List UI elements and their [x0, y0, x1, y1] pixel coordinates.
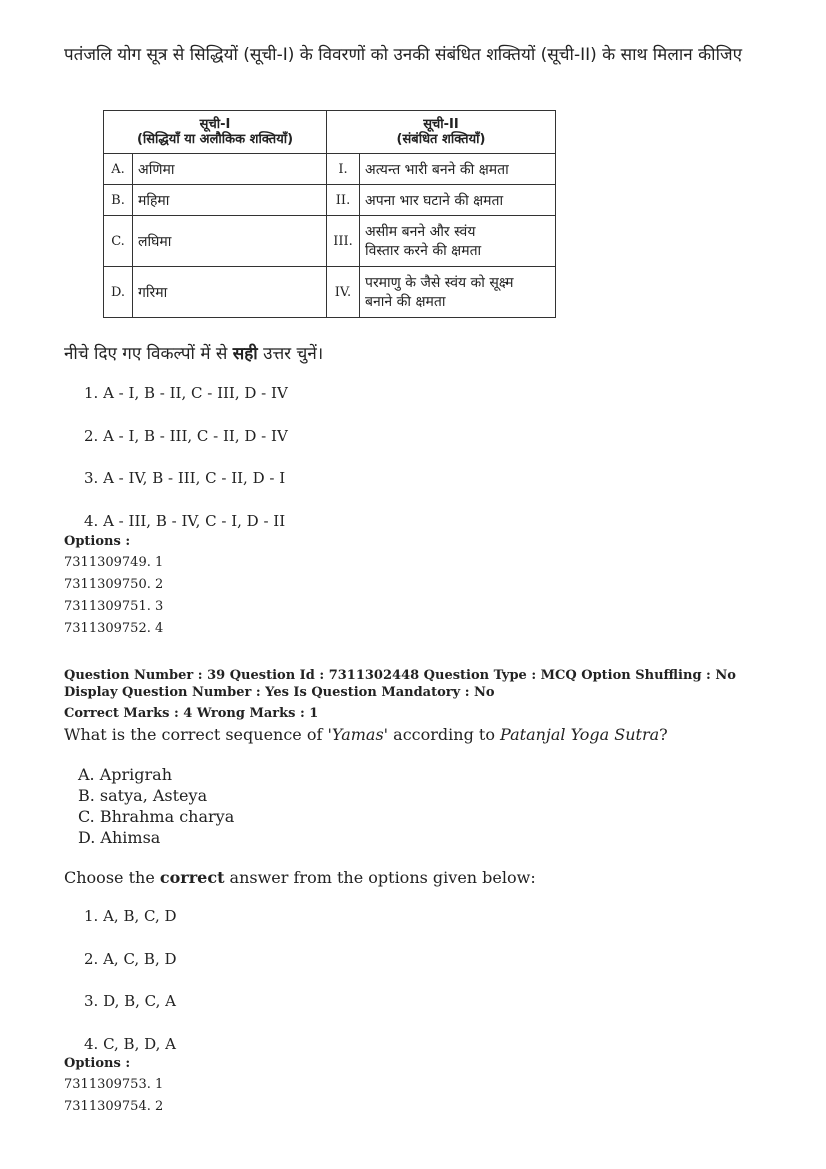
option-id: 7311309753. 1	[64, 1077, 164, 1092]
option-id: 7311309752. 4	[64, 621, 164, 636]
list-2-item-line: अत्यन्त भारी बनने की क्षमता	[365, 161, 509, 178]
choice-2[interactable]: 2. A - I, B - III, C - II, D - IV	[84, 427, 288, 445]
row-key: A.	[104, 154, 133, 185]
list-1-item: लघिमा	[133, 216, 327, 267]
option-id: 7311309754. 2	[64, 1099, 164, 1114]
prompt-text: What is the correct sequence of	[64, 725, 328, 744]
choice-2[interactable]: 2. A, C, B, D	[84, 950, 177, 968]
list-2-item-line: अपना भार घटाने की क्षमता	[365, 192, 504, 209]
table-row	[104, 185, 556, 216]
choice-1[interactable]: 1. A - I, B - II, C - III, D - IV	[84, 384, 288, 402]
list-2-item	[360, 185, 556, 216]
list-2-header	[327, 111, 556, 154]
table-row	[104, 154, 556, 185]
row-key: C.	[104, 216, 133, 267]
row-num: II.	[327, 185, 360, 216]
row-key: D.	[104, 267, 133, 318]
prompt-italic: 'Yamas'	[327, 725, 389, 744]
instruction-text: Choose the	[64, 868, 160, 887]
answer-instruction	[64, 868, 536, 887]
list-item: C. Bhrahma charya	[78, 807, 235, 826]
list-1-subtitle: (सिद्धियाँ या अलौकिक शक्तियाँ)	[136, 132, 294, 147]
answer-instruction	[64, 341, 323, 364]
list-1-item: अणिमा	[133, 154, 327, 185]
question-meta: Question Number : 39 Question Id : 7311302448 Question Type : MCQ Option Shuffling : No Display Question Number : Yes Is Question Mandatory : No	[64, 668, 736, 700]
list-2-item-line: असीम बनने और स्वंय	[365, 224, 476, 240]
list-1-item: गरिमा	[133, 267, 327, 318]
question-39-prompt	[64, 725, 668, 744]
instruction-text: उत्तर चुनें।	[257, 344, 324, 364]
options-label: Options :	[64, 1056, 131, 1071]
list-2-item-line: बनाने की क्षमता	[365, 294, 446, 310]
list-item: A. Aprigrah	[78, 765, 173, 784]
table-header-row	[104, 111, 556, 154]
list-1-item: महिमा	[133, 185, 327, 216]
list-item: D. Ahimsa	[78, 828, 161, 847]
row-num: III.	[327, 216, 360, 267]
question-38-prompt: पतंजलि योग सूत्र से सिद्धियों (सूची-I) के विवरणों को उनकी संबंधित शक्तियों (सूची-II) के साथ मिलान कीजिए	[64, 45, 742, 65]
choice-3[interactable]: 3. A - IV, B - III, C - II, D - I	[84, 469, 286, 487]
instruction-text: नीचे दिए गए विकल्पों में से	[64, 344, 233, 364]
list-2-item-line: विस्तार करने की क्षमता	[365, 243, 482, 259]
table-row	[104, 216, 556, 267]
list-item: B. satya, Asteya	[78, 786, 208, 805]
list-2-item	[360, 267, 556, 318]
options-label: Options :	[64, 534, 131, 549]
list-2-item-line: परमाणु के जैसे स्वंय को सूक्ष्म	[365, 275, 514, 291]
instruction-text: answer from the options given below:	[224, 868, 536, 887]
choice-4[interactable]: 4. A - III, B - IV, C - I, D - II	[84, 512, 286, 530]
table-row	[104, 267, 556, 318]
list-2-subtitle: (संबंधित शक्तियाँ)	[396, 132, 486, 147]
list-2-title: सूची-II	[423, 117, 459, 132]
option-id: 7311309751. 3	[64, 599, 164, 614]
prompt-text: ?	[659, 725, 668, 744]
option-id: 7311309749. 1	[64, 555, 164, 570]
row-num: IV.	[327, 267, 360, 318]
row-num: I.	[327, 154, 360, 185]
list-2-item	[360, 216, 556, 267]
option-id: 7311309750. 2	[64, 577, 164, 592]
prompt-text: according to	[388, 725, 501, 744]
marks-line: Correct Marks : 4 Wrong Marks : 1	[64, 706, 319, 721]
list-1-title: सूची-I	[199, 117, 231, 132]
prompt-italic: Patanjal Yoga Sutra	[500, 725, 660, 744]
choice-4[interactable]: 4. C, B, D, A	[84, 1035, 176, 1053]
row-key: B.	[104, 185, 133, 216]
instruction-emphasis: correct	[159, 868, 225, 887]
choice-3[interactable]: 3. D, B, C, A	[84, 992, 176, 1010]
choice-1[interactable]: 1. A, B, C, D	[84, 907, 177, 925]
list-1-header	[104, 111, 327, 154]
match-table	[103, 110, 556, 318]
instruction-emphasis: सही	[232, 344, 258, 364]
list-2-item	[360, 154, 556, 185]
